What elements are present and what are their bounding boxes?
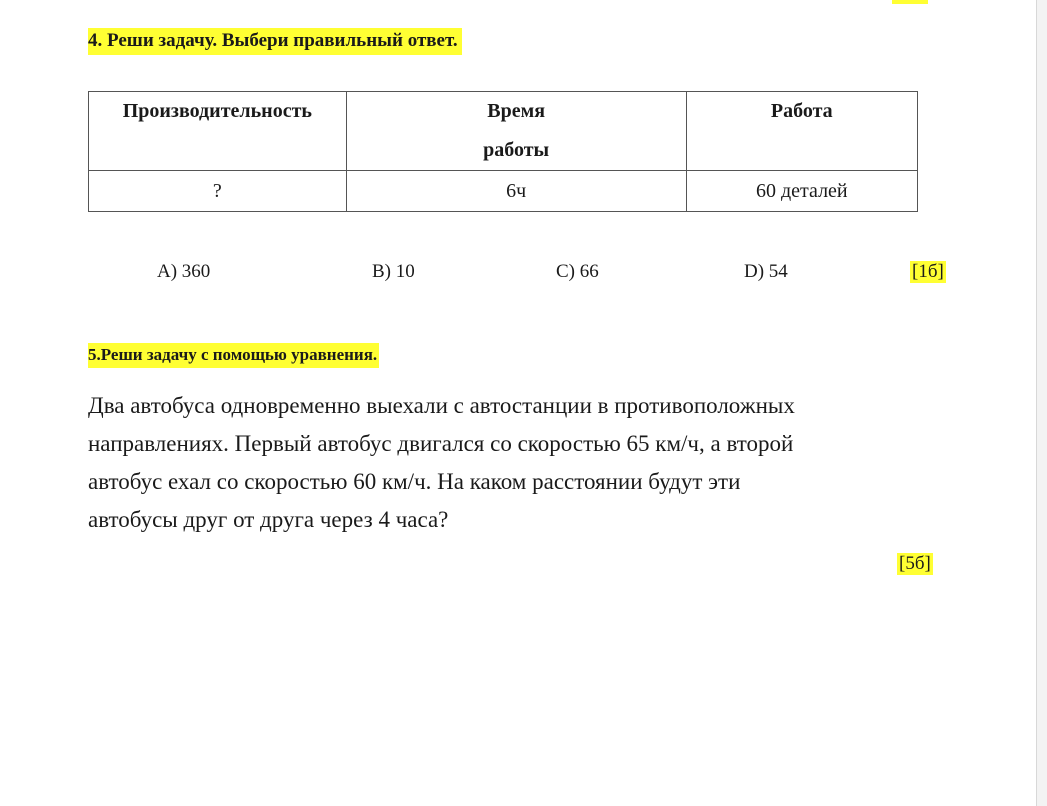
header-time [346, 92, 686, 171]
header-time-line1: Время [487, 100, 546, 122]
option-a: A) 360 [157, 261, 211, 282]
table-row [89, 171, 918, 212]
header-work: Работа [686, 92, 917, 171]
task4-table [88, 91, 918, 212]
task5-line-4: автобусы друг от друга через 4 часа? [88, 507, 449, 532]
option-b: B) 10 [372, 261, 415, 282]
table-header-row [89, 92, 918, 171]
task5-title: 5.Реши задачу с помощью уравнения. [88, 343, 379, 368]
task5-text [88, 387, 988, 539]
task4-score-badge: [1б] [912, 261, 944, 282]
task4-title: 4. Реши задачу. Выбери правильный ответ. [88, 28, 462, 55]
option-d: D) 54 [744, 261, 788, 282]
cell-productivity: ? [89, 171, 347, 212]
header-productivity: Производительность [89, 92, 347, 171]
page-edge [1036, 0, 1047, 806]
cut-off-highlight [892, 0, 928, 4]
task5-score-badge: [5б] [899, 553, 931, 574]
task5-line-3: автобус ехал со скоростью 60 км/ч. На каком расстоянии будут эти [88, 469, 741, 494]
option-c: C) 66 [556, 261, 599, 282]
cell-work: 60 деталей [686, 171, 917, 212]
task5-line-2: направлениях. Первый автобус двигался со скоростью 65 км/ч, а второй [88, 431, 794, 456]
header-time-line2: работы [483, 139, 550, 161]
task5-line-1: Два автобуса одновременно выехали с автостанции в противоположных [88, 393, 795, 418]
cell-time: 6ч [346, 171, 686, 212]
